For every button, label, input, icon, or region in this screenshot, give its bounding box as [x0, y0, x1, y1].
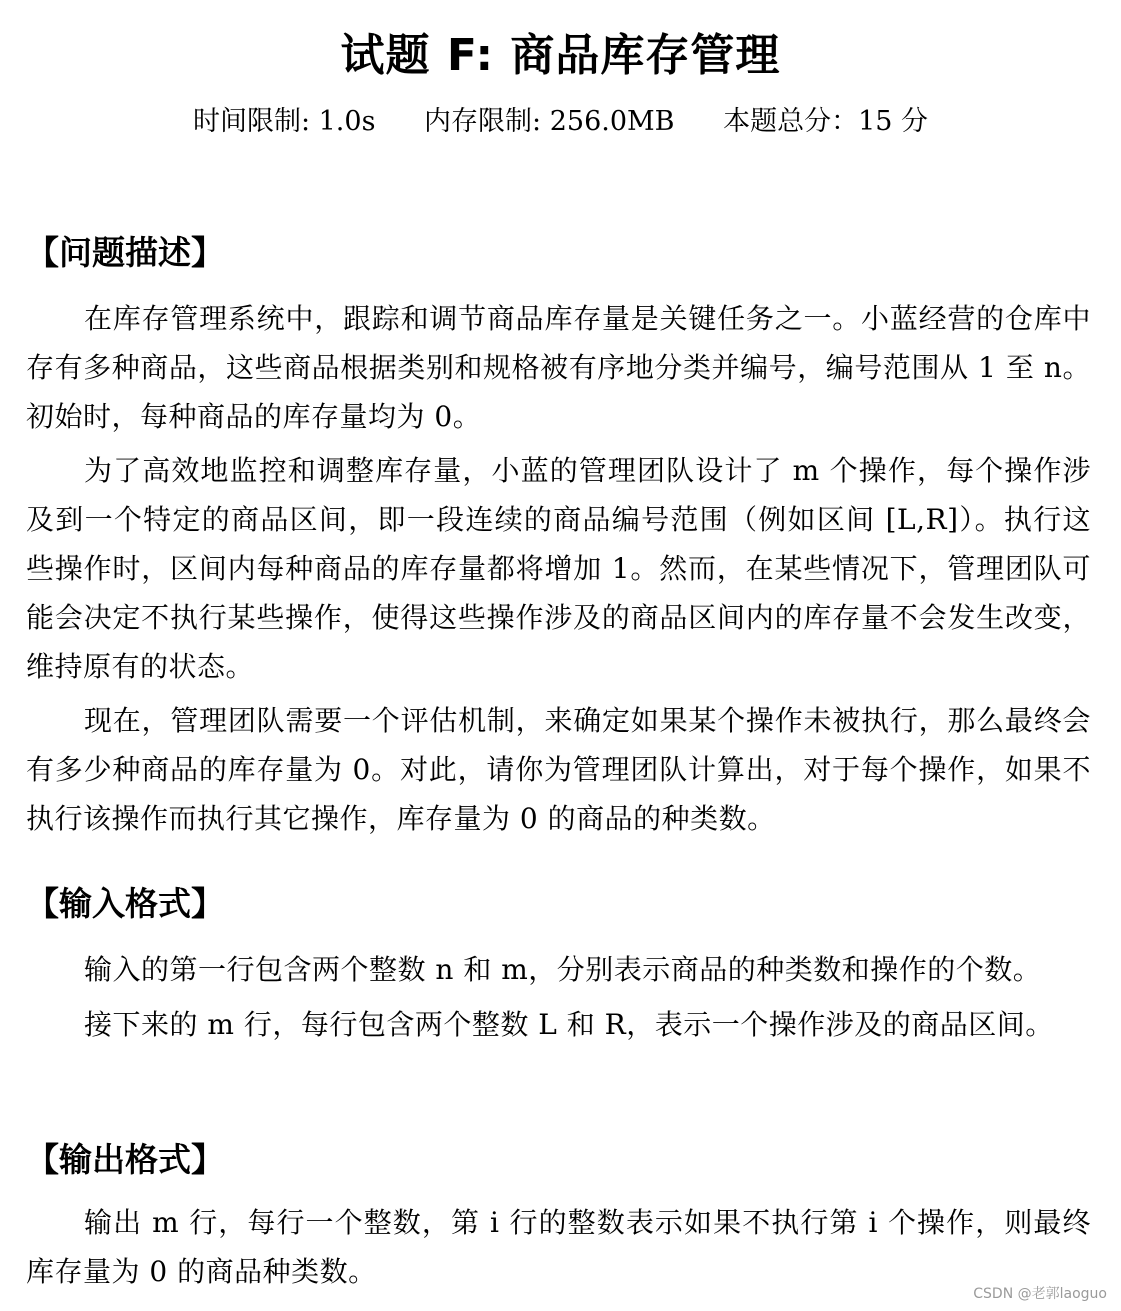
limits-line	[0, 100, 1121, 144]
total-score: 本题总分：15 分	[723, 106, 929, 137]
description-heading: 【问题描述】	[26, 233, 224, 272]
input-paragraph-1: 输入的第一行包含两个整数 n 和 m，分别表示商品的种类数和操作的个数。	[84, 953, 1042, 986]
input-paragraph-2: 接下来的 m 行，每行包含两个整数 L 和 R，表示一个操作涉及的商品区间。	[84, 1008, 1054, 1041]
output-heading: 【输出格式】	[26, 1140, 224, 1179]
description-paragraph-2: 为了高效地监控和调整库存量，小蓝的管理团队设计了 m 个操作，每个操作涉及到一个特定的商品区间，即一段连续的商品编号范围（例如区间 [L,R]）。执行这些操作时，区间内每种商品的库存量都将增加 1。然而，在某些情况下，管理团队可能会决定不执行某些操作，使得这些操作涉及的商品区间内的库存量不会发生改变，维持原有的状态。	[26, 454, 1091, 683]
description-paragraph-1: 在库存管理系统中，跟踪和调节商品库存量是关键任务之一。小蓝经营的仓库中存有多种商品，这些商品根据类别和规格被有序地分类并编号，编号范围从 1 至 n。初始时，每种商品的库存量均为 0。	[26, 302, 1091, 433]
input-heading: 【输入格式】	[26, 884, 224, 923]
csdn-watermark: CSDN @老郭laoguo	[973, 1286, 1107, 1302]
description-paragraph-3: 现在，管理团队需要一个评估机制，来确定如果某个操作未被执行，那么最终会有多少种商品的库存量为 0。对此，请你为管理团队计算出，对于每个操作，如果不执行该操作而执行其它操作，库存量为 0 的商品的种类数。	[26, 704, 1091, 835]
memory-limit: 内存限制: 256.0MB	[424, 106, 675, 137]
time-limit: 时间限制: 1.0s	[192, 106, 376, 137]
problem-title: 试题 F: 商品库存管理	[340, 30, 781, 81]
output-paragraph-1: 输出 m 行，每行一个整数，第 i 行的整数表示如果不执行第 i 个操作，则最终库存量为 0 的商品种类数。	[26, 1206, 1091, 1288]
